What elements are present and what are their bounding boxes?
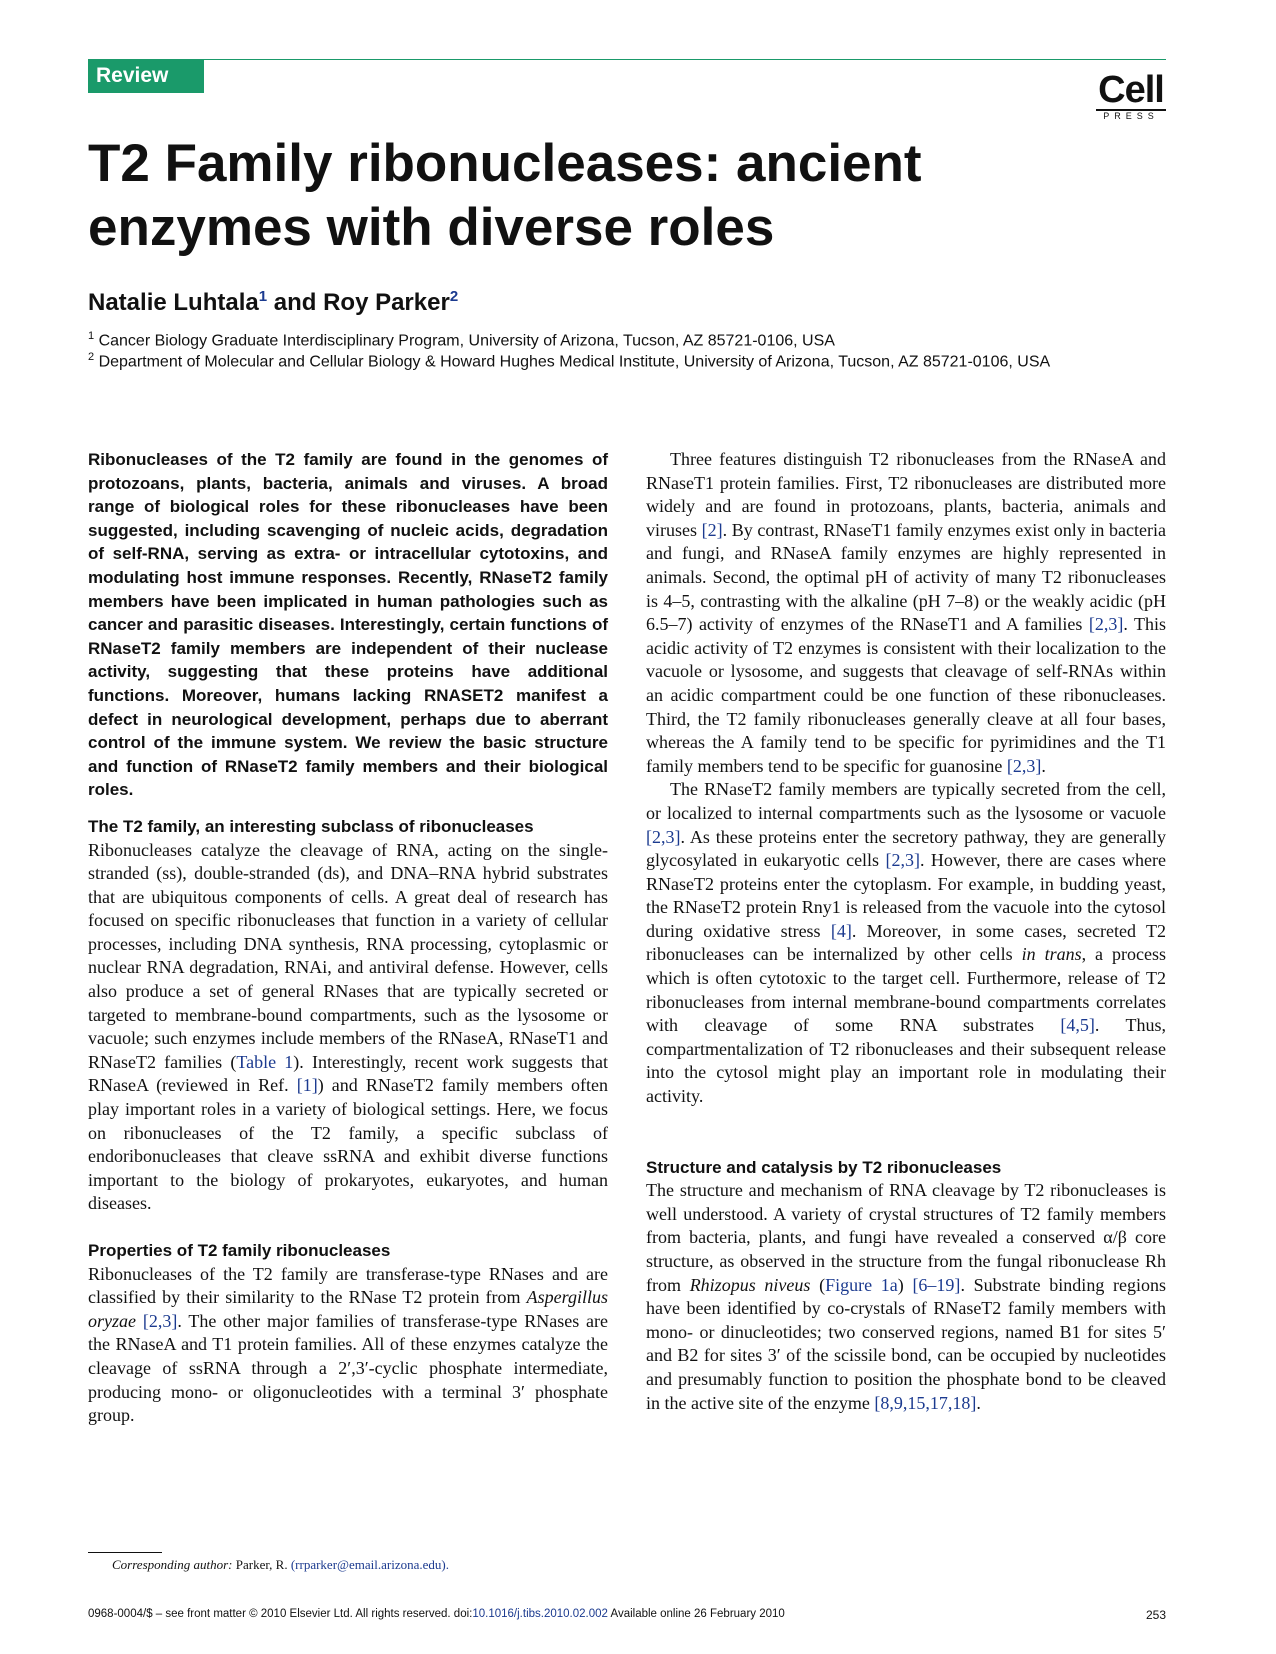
species-name: Aspergillus oryzae [88,1287,608,1331]
author-affil-mark: 2 [449,288,459,305]
italic-term: in trans [1021,944,1082,965]
citation-link[interactable]: [2,3] [646,826,681,847]
citation-link[interactable]: [2,3] [1088,614,1124,635]
affil-mark: 2 [88,351,95,363]
author-name: Natalie Luhtala [88,289,259,316]
author-name: and Roy Parker [273,289,450,316]
section-tag: Review [88,59,204,93]
citation-link[interactable]: [1] [296,1075,318,1096]
paragraph: The structure and mechanism of RNA cleavage by T2 ribonucleases is well understood. A variety of crystal structures of T2 family members from bacteria, plants, and fungi have revealed a conserved α/β core structure, as observed in the structure from the fungal ribonuclease Rh from Rhizopus niveus (Figure 1a) [6–19]. Substrate binding regions have been identified by co-crystals of RNaseT2 family members with mono- or dinucleotides; two conserved regions, named B1 for sites 5′ and B2 for sites 3′ of the scissile bond, can be occupied by nucleotides and presumably function to position the phosphate bond to be cleaved in the active site of the enzyme [8,9,15,17,18]. [646,1180,1166,1413]
figure-link[interactable]: Figure 1a [825,1274,898,1295]
affiliation [88,347,1178,372]
affil-mark: 1 [88,330,95,342]
citation-link[interactable]: [4,5] [1060,1015,1095,1036]
page-footer: 0968-0004/$ – see front matter © 2010 Elsevier Ltd. All rights reserved. doi:10.1016/j.tibs.2010.02.002 Available online 26 February 2010 253 [88,1608,1166,1622]
footnote-rule [88,1552,162,1553]
header-rule [88,59,1166,60]
paragraph: Three features distinguish T2 ribonucleases from the RNaseA and RNaseT1 protein families. First, T2 ribonucleases are distributed more widely and are found in protozoans, plants, bacteria, animals and viruses [2]. By contrast, RNaseT1 family enzymes exist only in bacteria and fungi, and RNaseA family enzymes are highly represented in animals. Second, the optimal pH of activity of many T2 ribonucleases is 4–5, contrasting with the alkaline (pH 7–8) or the weakly acidic (pH 6.5–7) activity of enzymes of the RNaseT1 and A families [2,3]. This acidic activity of T2 enzymes is consistent with their localization to the vacuole or lysosome, and suggests that cleavage of self-RNAs within an acidic compartment could be one function of these ribonucleases. Third, the T2 family ribonucleases generally cleave at all four bases, whereas the A family tend to be specific for pyrimidines and the T1 family members tend to be specific for guanosine [2,3]. [646,449,1166,776]
citation-link[interactable]: [6–19] [912,1274,961,1295]
author-affil-mark: 1 [258,288,268,305]
logo-press: PRESS [1096,109,1166,121]
logo-word: Cell [1098,69,1164,111]
paragraph: Ribonucleases catalyze the cleavage of RNA, acting on the single-stranded (ss), double-stranded (ds), and DNA–RNA hybrid substrates that are ubiquitous components of cells. A great deal of research has focused on specific ribonucleases that function in a variety of cellular processes, including DNA synthesis, RNA processing, cytoplasmic or nuclear RNA degradation, RNAi, and antiviral defense. However, cells also produce a set of general RNases that are typically secreted or targeted to membrane-bound compartments, such as the lysosome or vacuole; such enzymes include members of the RNaseA, RNaseT1 and RNaseT2 families (Table 1). Interestingly, recent work suggests that RNaseA (reviewed in Ref. [1]) and RNaseT2 family members often play important roles in a variety of biological settings. Here, we focus on ribonucleases of the T2 family, a specific subclass of endoribonucleases that cleave ssRNA and exhibit diverse functions important to the biology of prokaryotes, eukaryotes, and human diseases. [88,839,609,1214]
paragraph: Ribonucleases of the T2 family are transferase-type RNases and are classified by their similarity to the RNase T2 protein from Aspergillus oryzae [2,3]. The other major families of transferase-type RNases are the RNaseA and T1 protein families. All of these enzymes catalyze the cleavage of ssRNA through a 2′,3′-cyclic phosphate intermediate, producing mono- or oligonucleotides with a terminal 3′ phosphate group. [88,1263,609,1426]
email-link[interactable]: (rrparker@email.arizona.edu). [290,1557,449,1572]
section-heading: Structure and catalysis by T2 ribonucleases [646,1157,1002,1177]
section-heading: Properties of T2 family ribonucleases [88,1241,391,1260]
affil-text: Department of Molecular and Cellular Biology & Howard Hughes Medical Institute, University of Arizona, Tucson, AZ 85721-0106, USA [98,353,1051,371]
paragraph: The RNaseT2 family members are typically secreted from the cell, or localized to internal compartments such as the lysosome or vacuole [2,3]. As these proteins enter the secretory pathway, they are generally glycosylated in eukaryotic cells [2,3]. However, there are cases where RNaseT2 proteins enter the cytoplasm. For example, in budding yeast, the RNaseT2 protein Rny1 is released from the vacuole into the cytosol during oxidative stress [4]. Moreover, in some cases, secreted T2 ribonucleases can be internalized by other cells in trans, a process which is often cytotoxic to the target cell. Furthermore, release of T2 ribonucleases from internal membrane-bound compartments correlates with cleavage of some RNA substrates [4,5]. Thus, compartmentalization of T2 ribonucleases and their subsequent release into the cytosol might play an important role in modulating their activity. [646,779,1166,1107]
page-number: 253 [1145,1608,1166,1622]
cell-press-logo [1096,69,1166,121]
right-column [646,448,1166,1415]
citation-link[interactable]: [2] [701,519,723,540]
citation-link[interactable]: [2,3] [885,850,920,871]
author-line [88,282,458,318]
corresponding-author: Corresponding author: Parker, R. (rrparker@email.arizona.edu). [112,1557,449,1572]
left-column [88,448,608,1428]
citation-link[interactable]: [8,9,15,17,18] [874,1392,977,1413]
section-heading: The T2 family, an interesting subclass of ribonucleases [88,816,534,836]
article-title: T2 Family ribonucleases: ancient enzymes with diverse roles [88,134,922,257]
abstract: Ribonucleases of the T2 family are found in the genomes of protozoans, plants, bacteria, animals and viruses. A broad range of biological roles for these ribonucleases have been suggested, including scavenging of nucleic acids, degradation of self-RNA, serving as extra- or intracellular cytotoxins, and modulating host immune responses. Recently, RNaseT2 family members have been implicated in human pathologies such as cancer and parasitic diseases. Interestingly, certain functions of RNaseT2 family members are independent of their nuclease activity, suggesting that these proteins have additional functions. Moreover, humans lacking RNASET2 manifest a defect in neurological development, perhaps due to aberrant control of the immune system. We review the basic structure and function of RNaseT2 family members and their biological roles. [88,450,608,800]
table-link[interactable]: Table 1 [236,1051,294,1072]
affil-text: Cancer Biology Graduate Interdisciplinary Program, University of Arizona, Tucson, AZ 85721-0106, USA [98,332,835,350]
citation-link[interactable]: [2,3] [142,1310,178,1331]
species-name: Rhizopus niveus [689,1274,811,1295]
citation-link[interactable]: [2,3] [1006,755,1042,776]
doi-link[interactable]: 10.1016/j.tibs.2010.02.002 [472,1608,608,1620]
citation-link[interactable]: [4] [830,920,852,941]
